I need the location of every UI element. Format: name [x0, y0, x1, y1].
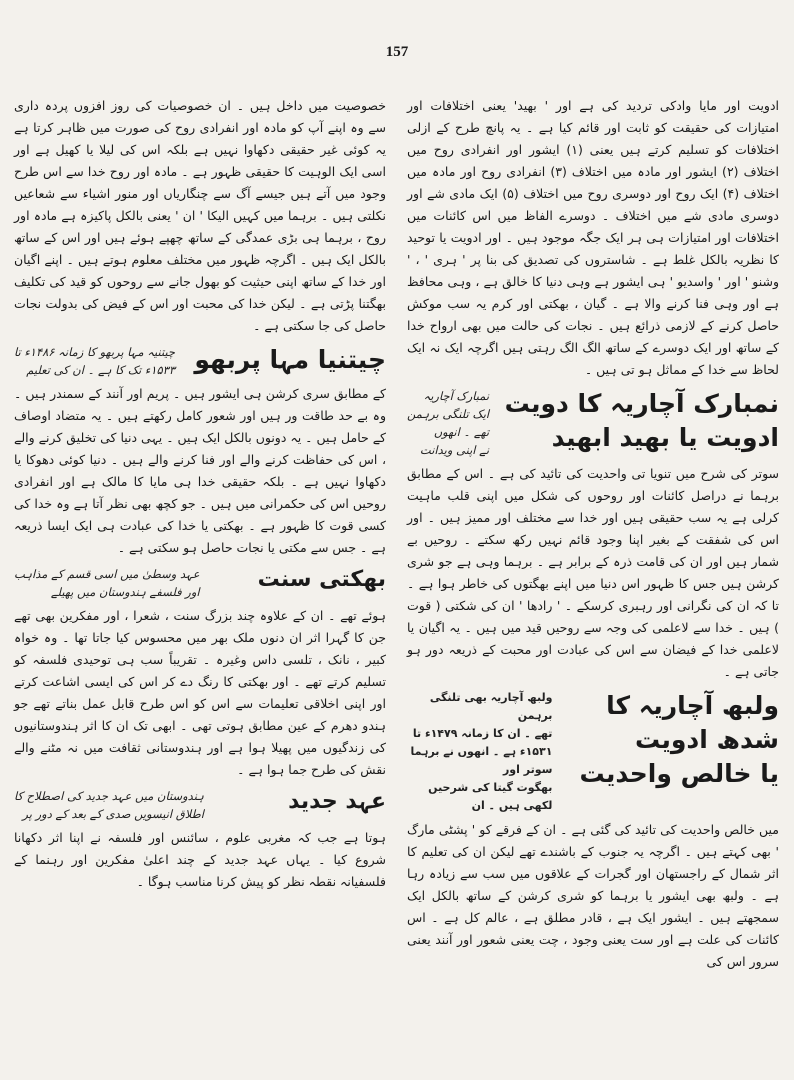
nimbarka-paragraph: سوتر کی شرح میں تنویا تی واحدیت کی تائید کی ہے ۔ اس کے مطابق برہما نے دراصل کائنات اور روحوں کی شکل میں اپنی قلب ماہیت کرلی ہے یہ سب حقیقی ہیں اور خدا سے مختلف اور ممیز ہیں ۔ اور اس کی شفقت کے بغیر اپنا وجود قائم نہیں رکھ سکتے ۔ روحیں بے شمار ہیں اور ان کی قامت ذرہ کے برابر ہے ۔ برہما وہی ہے جو شری کرشن ہیں جس کا ظہور اس دنیا میں اپنے بھگتوں کی خاطر ہوا ہے ۔ تا کہ ان کی نگرانی اور رہبری کرسکے ۔ ' رادھا ' ان کی شکتی ( قوت ) ہیں ۔ خدا سے لاعلمی کی وجہ سے روحیں قید میں ہیں ۔ یہ اگیان یا لاعلمی خدا کے فیضان سے اس کی عبادت اور محبت کے ذریعہ دور ہو جاتی ہے ۔: [407, 466, 779, 679]
vallabha-section-header: [407, 689, 779, 815]
chaitanya-section-header: [14, 343, 386, 379]
modern-era-section-note: ہندوستان میں عہد جدید کی اصطلاح کا اطلاق انیسویں صدی کے بعد کے دور پر: [14, 789, 204, 821]
modern-era-section-title: عہد جدید: [288, 789, 386, 814]
bhakti-saints-section-header: [14, 565, 386, 601]
bhakti-saints-section-note: عہد وسطیٰ میں اسی قسم کے مذاہب اور فلسفے ہندوستان میں پھیلے: [14, 567, 200, 599]
chaitanya-section-note: چیتنیہ مہا پربھو کا زمانہ ۱۴۸۶ء تا ۱۵۳۳ء تک کا ہے ۔ ان کی تعلیم: [14, 345, 176, 377]
nimbarka-section-note: نمبارک آچاریہ ایک تلنگی برہمن تھے ۔ انھوں نے اپنی ویدانت: [407, 389, 490, 457]
chaitanya-section-title: چیتنیا مہا پربھو: [194, 345, 386, 374]
nimbarka-section-header: [407, 387, 779, 459]
modern-era-paragraph: ہوتا ہے جب کہ مغربی علوم ، سائنس اور فلسفہ نے اپنا اثر دکھانا شروع کیا ۔ یہاں عہد جدید کے چند اعلیٰ مفکرین اور رہنما کے فلسفیانہ نقطہ نظر کو پیش کرنا مناسب ہوگا ۔: [14, 830, 386, 889]
vallabha-section-note: ولبھ آچاریہ بھی تلنگی برہمن تھے ۔ ان کا زمانہ ۱۴۷۹ء تا ۱۵۳۱ء ہے ۔ انھوں نے برہما سوتر اور بھگوت گیتا کی شرحیں لکھی ہیں ۔ ان: [410, 691, 553, 812]
vallabha-section-title: ولبھ آچاریہ کا شدھ ادویت یا خالص واحدیت: [579, 691, 779, 788]
vallabha-paragraph: میں خالص واحدیت کی تائید کی گئی ہے ۔ ان کے فرقے کو ' پشٹی مارگ ' بھی کہتے ہیں ۔ اگرچہ یہ جنوب کے باشندے تھے لیکن ان کی تعلیم کا اثر شمال کے راجستھان اور گجرات کے علاقوں میں سب سے زیادہ رہا ہے ۔ ولبھ بھی ایشور یا برہما کو شری کرشن کے ساتھ بالکل ایک سمجھتے ہیں ۔ ایشور ایک ہے ، قادر مطلق ہے ، عالم کل ہے ۔ اس کائنات کی علت ہے اور ست یعنی وجود ، چت یعنی شعور اور آنند یعنی سرور اس کی: [407, 822, 779, 969]
right-column: [407, 95, 779, 977]
left-column: [14, 95, 386, 897]
right-intro-paragraph: ادویت اور مایا وادکی تردید کی ہے اور ' بھید' یعنی اختلافات اور امتیازات کی حقیقت کو ثابت اور قائم کیا ہے ۔ یہ پانچ طرح کے ازلی اختلافات کو تسلیم کرتے ہیں یعنی (۱) ایشور اور انفرادی روح میں اختلاف (۲) ایشور اور مادہ میں اختلاف (۳) انفرادی روح اور مادہ میں اختلاف (۴) ایک روح اور دوسری روح میں اختلاف (۵) ایک مادی شے اور دوسری مادی شے میں اختلاف ۔ دوسرے الفاظ میں اس کائنات میں اختلافات اور امتیازات ہی ہر ایک جگہ موجود ہیں ۔ اور ادویت یا توحید کا نظریہ بالکل غلط ہے ۔ شاستروں کی تصدیق کی بنا پر ' ہری ' ، ' وشنو ' اور ' واسدیو ' ہی ایشور ہے وہی دنیا کا خالق ہے ، وہی محافظ ہے اور وہی فنا کرنے والا ہے ۔ گیان ، بھکتی اور کرم یہ سب موکش حاصل کرنے کے لازمی ذرائع ہیں ۔ نجات کی حالت میں بھی ارواح خدا کے ساتھ اور ایک دوسرے کے ساتھ الگ الگ رہتی ہیں اگرچہ ایک نہ ایک لحاظ سے خدا کے مماثل ہو تی ہیں ۔: [407, 98, 780, 377]
bhakti-saints-section-title: بھکتی سنت: [257, 567, 386, 592]
page-number: 157: [385, 44, 409, 60]
nimbarka-section-title: نمبارک آچاریہ کا دویت ادویت یا بھید ابھید: [504, 389, 779, 452]
modern-era-section-header: [14, 787, 386, 823]
left-intro-paragraph: خصوصیت میں داخل ہیں ۔ ان خصوصیات کی روز افزوں پردہ داری سے وہ اپنے آپ کو مادہ اور انفرادی روح کی صورت میں ظاہر کرتا ہے یہ کوئی غیر حقیقی دکھاوا نہیں ہے بلکہ اس کی لیلا یا کھیل ہے اور اسی ایک الوہیت کا حقیقی ظہور ہے ۔ مادہ اور روح خدا سے اس طرح وجود میں آتے ہیں جیسے آگ سے چنگاریاں اور منور اشیاء سے شعاعیں نکلتی ہیں ۔ برہما میں کہیں الیکا ' ان ' یعنی بالکل پاکیزہ ہے مادہ اور روح ، برہما ہی بڑی عمدگی کے ساتھ چھپے ہوئے ہیں اور اس کے ساتھ بالکل ایک ہیں ۔ اگرچہ ظہور میں مختلف معلوم ہوتے ہیں ۔ اپنے اگیان اور خدا کے ساتھ اپنی حیثیت کو بھول جانے سے روحوں کو قید کی تکلیف بھگتنا پڑتی ہے ۔ لیکن خدا کی محبت اور اس کے فیض کی بدولت نجات حاصل کی جا سکتی ہے ۔: [14, 98, 386, 333]
bhakti-saints-paragraph: ہوئے تھے ۔ ان کے علاوہ چند بزرگ سنت ، شعرا ، اور مفکرین بھی تھے جن کا گہرا اثر ان دنوں ملک بھر میں محسوس کیا جاتا تھا ۔ وہ خواہ کبیر ، نانک ، تلسی داس وغیرہ ۔ تقریباً سب ہی توحیدی فلسفہ کو تسلیم کرتے تھے ۔ اور بھکتی کا رنگ دے کر اس کی ایسی اشاعت کرتے اور اپنی اخلاقی تعلیمات سے اس کو اس طرح قابل عمل بناتے تھے جو ہندو دھرم کے عین مطابق ہوتی تھی ۔ ابھی تک ان کا اثر ہندوستانیوں کی زندگیوں میں پھیلا ہوا ہے اور ہندوستانی ثقافت میں نہ مٹنے والے نقش کی طرح جما ہوا ہے ۔: [14, 608, 386, 777]
chaitanya-paragraph: کے مطابق سری کرشن ہی ایشور ہیں ۔ پریم اور آنند کے سمندر ہیں ۔ وہ بے حد طاقت ور ہیں اور شعور کامل رکھتے ہیں ۔ یہ متضاد اوصاف کے حامل ہیں ۔ یہ دونوں بالکل ایک ہیں ۔ یہی دنیا کی تخلیق کرنے والے ، اس کی حفاظت کرنے والے اور فنا کرنے والے ہیں ۔ دنیا کوئی دھوکا یا دکھاوا نہیں ہے ۔ بلکہ حقیقی خدا ہی مایا کا مالک ہے اور انفرادی روحیں اس کی حکمرانی میں ہیں ۔ جو کچھ بھی نظر آتا ہے وہ خدا کی کسی قوت کا ظہور ہے ۔ بھکتی یا خدا کی عبادت ہی ایک ایسا ذریعہ ہے ۔ جس سے مکتی یا نجات حاصل ہو سکتی ہے ۔: [14, 386, 386, 555]
